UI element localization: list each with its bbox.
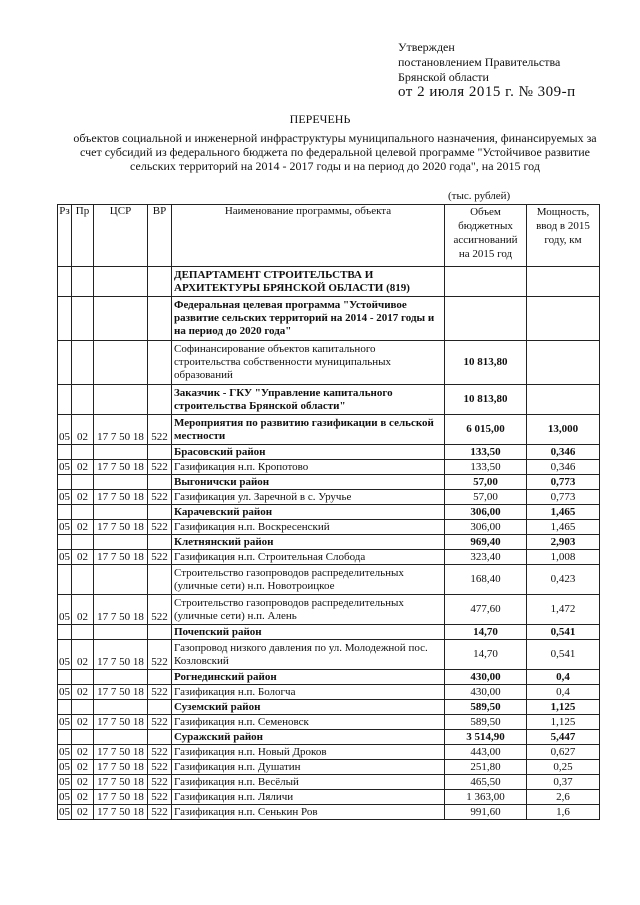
cell-volume: 991,60	[445, 805, 527, 820]
cell-volume: 969,40	[445, 535, 527, 550]
cell-volume: 14,70	[445, 640, 527, 670]
cell-csr	[94, 670, 148, 685]
cell-vr	[148, 505, 172, 520]
cell-rz: 05	[59, 746, 70, 758]
cell-csr	[94, 565, 148, 595]
cell-volume: 251,80	[445, 760, 527, 775]
table-row	[58, 415, 600, 445]
cell-rz	[58, 700, 72, 715]
cell-vr	[148, 700, 172, 715]
cell-csr: 17 7 50 18	[94, 790, 148, 805]
cell-capacity	[527, 341, 600, 385]
cell-vr	[148, 565, 172, 595]
cell-csr	[94, 625, 148, 640]
cell-pr	[72, 341, 94, 385]
cell-pr: 02	[72, 745, 94, 760]
cell-csr: 17 7 50 18	[94, 640, 148, 670]
cell-name: Карачевский район	[172, 505, 445, 520]
cell-vr: 522	[148, 685, 172, 700]
cell-rz: 05	[59, 686, 70, 698]
cell-name: Выгоничски район	[172, 475, 445, 490]
table-row	[58, 715, 600, 730]
cell-volume: 133,50	[445, 460, 527, 475]
cell-name: Строительство газопроводов распределительных (уличные сети) н.п. Алень	[172, 595, 445, 625]
cell-rz	[58, 267, 72, 297]
table-row	[58, 790, 600, 805]
cell-volume: 589,50	[445, 700, 527, 715]
cell-csr	[94, 505, 148, 520]
cell-pr	[72, 730, 94, 745]
cell-volume: 430,00	[445, 685, 527, 700]
cell-volume: 57,00	[445, 490, 527, 505]
cell-capacity: 1,472	[527, 595, 600, 625]
cell-capacity: 1,465	[527, 520, 600, 535]
cell-volume: 589,50	[445, 715, 527, 730]
table-row	[58, 385, 600, 415]
table-row	[58, 685, 600, 700]
cell-name: Газификация н.п. Весёлый	[172, 775, 445, 790]
cell-name: Газификация н.п. Семеновск	[172, 715, 445, 730]
cell-capacity: 1,465	[527, 505, 600, 520]
cell-rz	[58, 670, 72, 685]
cell-csr: 17 7 50 18	[94, 715, 148, 730]
header-csr: ЦСР	[94, 205, 148, 267]
cell-name: Газопровод низкого давления по ул. Молодежной пос. Козловский	[172, 640, 445, 670]
cell-rz: 05	[58, 640, 72, 670]
cell-vr	[148, 445, 172, 460]
table-row	[58, 267, 600, 297]
table-row	[58, 670, 600, 685]
cell-vr: 522	[148, 550, 172, 565]
cell-vr: 522	[148, 520, 172, 535]
cell-capacity: 0,541	[527, 640, 600, 670]
cell-vr	[148, 267, 172, 297]
header-rz: Рз	[58, 205, 72, 267]
cell-vr: 522	[148, 490, 172, 505]
approval-line-1: Утвержден	[398, 40, 455, 54]
table-row	[58, 535, 600, 550]
cell-name: Газификация н.п. Строительная Слобода	[172, 550, 445, 565]
cell-csr: 17 7 50 18	[94, 520, 148, 535]
cell-pr	[72, 505, 94, 520]
cell-volume: 10 813,80	[445, 341, 527, 385]
table-row	[58, 520, 600, 535]
cell-csr	[94, 535, 148, 550]
cell-capacity: 0,773	[527, 490, 600, 505]
table-row	[58, 730, 600, 745]
cell-csr	[94, 445, 148, 460]
cell-csr	[94, 341, 148, 385]
cell-csr: 17 7 50 18	[94, 805, 148, 820]
cell-name: ДЕПАРТАМЕНТ СТРОИТЕЛЬСТВА И АРХИТЕКТУРЫ БРЯНСКОЙ ОБЛАСТИ (819)	[172, 267, 445, 297]
cell-volume: 14,70	[445, 625, 527, 640]
cell-volume: 133,50	[445, 445, 527, 460]
cell-name: Софинансирование объектов капитального строительства собственности муниципальных образований	[172, 341, 445, 385]
cell-rz: 05	[59, 761, 70, 773]
cell-volume: 465,50	[445, 775, 527, 790]
table-row	[58, 550, 600, 565]
cell-pr: 02	[72, 760, 94, 775]
cell-csr	[94, 297, 148, 341]
cell-name: Газификация н.п. Душатин	[172, 760, 445, 775]
table-row	[58, 595, 600, 625]
cell-vr	[148, 297, 172, 341]
table-row	[58, 760, 600, 775]
cell-name: Федеральная целевая программа "Устойчивое развитие сельских территорий на 2014 - 2017 годы и на период до 2020 года"	[172, 297, 445, 341]
cell-rz	[58, 341, 72, 385]
cell-csr: 17 7 50 18	[94, 685, 148, 700]
cell-name: Суземский район	[172, 700, 445, 715]
cell-vr: 522	[148, 595, 172, 625]
cell-rz: 05	[59, 521, 70, 533]
cell-volume: 10 813,80	[445, 385, 527, 415]
cell-vr: 522	[148, 745, 172, 760]
cell-csr	[94, 267, 148, 297]
cell-capacity: 0,541	[527, 625, 600, 640]
table-row	[58, 745, 600, 760]
cell-pr	[72, 385, 94, 415]
unit-label: (тыс. рублей)	[448, 190, 511, 202]
cell-volume: 3 514,90	[445, 730, 527, 745]
approval-line-2: постановлением Правительства	[398, 55, 561, 69]
cell-vr: 522	[148, 715, 172, 730]
table-row	[58, 475, 600, 490]
cell-vr	[148, 535, 172, 550]
table-row	[58, 460, 600, 475]
cell-capacity	[527, 297, 600, 341]
cell-rz	[58, 475, 72, 490]
cell-vr	[148, 475, 172, 490]
document-title: ПЕРЕЧЕНЬ	[289, 112, 351, 126]
cell-name: Газификация н.п. Кропотово	[172, 460, 445, 475]
cell-pr	[72, 700, 94, 715]
cell-name: Клетнянский район	[172, 535, 445, 550]
cell-pr: 02	[72, 415, 94, 445]
cell-csr: 17 7 50 18	[94, 760, 148, 775]
cell-pr	[72, 267, 94, 297]
cell-rz: 05	[59, 806, 70, 818]
cell-pr	[72, 535, 94, 550]
cell-name: Газификация н.п. Новый Дроков	[172, 745, 445, 760]
cell-volume: 1 363,00	[445, 790, 527, 805]
cell-capacity: 1,6	[527, 805, 600, 820]
cell-csr: 17 7 50 18	[94, 775, 148, 790]
approval-date: от 2 июля 2015 г. № 309-п	[398, 84, 576, 100]
cell-pr	[72, 670, 94, 685]
cell-capacity: 5,447	[527, 730, 600, 745]
cell-rz	[58, 505, 72, 520]
table-row	[58, 805, 600, 820]
cell-name: Строительство газопроводов распределительных (уличные сети) н.п. Новотроицкое	[172, 565, 445, 595]
cell-vr: 522	[148, 460, 172, 475]
cell-csr: 17 7 50 18	[94, 745, 148, 760]
cell-name: Газификация н.п. Воскресенский	[172, 520, 445, 535]
cell-capacity: 0,773	[527, 475, 600, 490]
table-row	[58, 505, 600, 520]
cell-name: Газификация ул. Заречной в с. Уручье	[172, 490, 445, 505]
cell-pr: 02	[72, 550, 94, 565]
cell-rz	[58, 565, 72, 595]
cell-volume: 168,40	[445, 565, 527, 595]
cell-capacity: 0,423	[527, 565, 600, 595]
table-body	[58, 267, 600, 820]
approval-line-3: Брянской области	[398, 70, 489, 84]
cell-volume: 323,40	[445, 550, 527, 565]
cell-rz: 05	[59, 461, 70, 473]
cell-name: Газификация н.п. Сенькин Ров	[172, 805, 445, 820]
cell-volume: 443,00	[445, 745, 527, 760]
cell-rz	[58, 625, 72, 640]
cell-pr: 02	[72, 715, 94, 730]
cell-capacity: 2,903	[527, 535, 600, 550]
cell-rz: 05	[59, 716, 70, 728]
cell-vr	[148, 625, 172, 640]
cell-vr	[148, 341, 172, 385]
table-row	[58, 700, 600, 715]
cell-name: Заказчик - ГКУ "Управление капитального строительства Брянской области"	[172, 385, 445, 415]
table-row	[58, 565, 600, 595]
cell-name: Мероприятия по развитию газификации в сельской местности	[172, 415, 445, 445]
cell-capacity: 1,008	[527, 550, 600, 565]
cell-volume: 6 015,00	[445, 415, 527, 445]
header-name: Наименование программы, объекта	[172, 205, 445, 267]
cell-vr	[148, 385, 172, 415]
cell-vr: 522	[148, 640, 172, 670]
cell-capacity: 0,346	[527, 445, 600, 460]
cell-name: Газификация н.п. Ляличи	[172, 790, 445, 805]
cell-pr: 02	[72, 805, 94, 820]
cell-capacity	[527, 385, 600, 415]
table-row	[58, 640, 600, 670]
cell-capacity: 1,125	[527, 700, 600, 715]
cell-rz	[58, 297, 72, 341]
cell-csr: 17 7 50 18	[94, 415, 148, 445]
cell-capacity: 1,125	[527, 715, 600, 730]
cell-capacity: 0,346	[527, 460, 600, 475]
cell-pr	[72, 445, 94, 460]
cell-name: Рогнединский район	[172, 670, 445, 685]
cell-vr: 522	[148, 415, 172, 445]
cell-csr	[94, 700, 148, 715]
cell-rz	[58, 385, 72, 415]
cell-pr	[72, 297, 94, 341]
cell-volume: 430,00	[445, 670, 527, 685]
cell-name: Газификация н.п. Бологча	[172, 685, 445, 700]
cell-pr: 02	[72, 520, 94, 535]
cell-pr: 02	[72, 775, 94, 790]
cell-name: Почепский район	[172, 625, 445, 640]
cell-vr	[148, 730, 172, 745]
cell-capacity: 0,25	[527, 760, 600, 775]
header-pr: Пр	[72, 205, 94, 267]
cell-volume: 306,00	[445, 505, 527, 520]
cell-csr: 17 7 50 18	[94, 550, 148, 565]
document-subtitle: объектов социальной и инженерной инфраструктуры муниципального назначения, финансируемых за счет субсидий из федерального бюджета по федеральной целевой программе "Устойчивое развитие сельских территорий на 2014 - 2017 годы и на период до 2020 года", на 2015 год	[73, 131, 597, 173]
cell-csr	[94, 475, 148, 490]
table-row	[58, 341, 600, 385]
cell-csr	[94, 385, 148, 415]
cell-capacity: 0,4	[527, 685, 600, 700]
table-row	[58, 297, 600, 341]
cell-capacity: 0,627	[527, 745, 600, 760]
cell-rz: 05	[59, 791, 70, 803]
table-row	[58, 490, 600, 505]
cell-pr	[72, 565, 94, 595]
table-row	[58, 775, 600, 790]
cell-csr: 17 7 50 18	[94, 595, 148, 625]
cell-name: Суражский район	[172, 730, 445, 745]
cell-csr: 17 7 50 18	[94, 490, 148, 505]
cell-rz: 05	[59, 551, 70, 563]
cell-pr: 02	[72, 685, 94, 700]
cell-volume: 57,00	[445, 475, 527, 490]
cell-vr: 522	[148, 760, 172, 775]
cell-rz: 05	[59, 491, 70, 503]
cell-volume	[445, 267, 527, 297]
cell-vr	[148, 670, 172, 685]
cell-pr: 02	[72, 640, 94, 670]
cell-pr: 02	[72, 490, 94, 505]
table-row	[58, 445, 600, 460]
header-capacity: Мощность, ввод в 2015 году, км	[527, 205, 600, 267]
cell-rz	[58, 730, 72, 745]
table-header-row	[58, 205, 600, 267]
cell-volume	[445, 297, 527, 341]
cell-rz: 05	[58, 415, 72, 445]
cell-capacity: 0,4	[527, 670, 600, 685]
cell-pr: 02	[72, 595, 94, 625]
cell-rz	[58, 445, 72, 460]
cell-pr: 02	[72, 790, 94, 805]
header-vr: ВР	[148, 205, 172, 267]
cell-capacity	[527, 267, 600, 297]
cell-rz	[58, 535, 72, 550]
cell-volume: 477,60	[445, 595, 527, 625]
approval-block	[398, 40, 628, 100]
cell-rz: 05	[59, 776, 70, 788]
cell-pr	[72, 475, 94, 490]
cell-volume: 306,00	[445, 520, 527, 535]
cell-vr: 522	[148, 775, 172, 790]
cell-name: Брасовский район	[172, 445, 445, 460]
cell-rz: 05	[58, 595, 72, 625]
cell-vr: 522	[148, 805, 172, 820]
header-volume: Объем бюджетных ассигнований на 2015 год	[445, 205, 527, 267]
cell-csr	[94, 730, 148, 745]
objects-table	[57, 204, 600, 820]
cell-capacity: 13,000	[527, 415, 600, 445]
cell-capacity: 2,6	[527, 790, 600, 805]
table-row	[58, 625, 600, 640]
cell-vr: 522	[148, 790, 172, 805]
cell-pr: 02	[72, 460, 94, 475]
cell-csr: 17 7 50 18	[94, 460, 148, 475]
cell-capacity: 0,37	[527, 775, 600, 790]
cell-pr	[72, 625, 94, 640]
